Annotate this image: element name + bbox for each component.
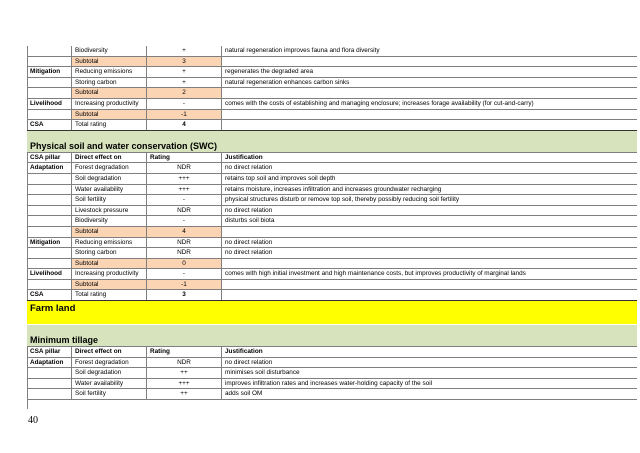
table-row [27, 389, 637, 400]
header-csa-pillar: CSA pillar [27, 153, 72, 163]
pillar-cell [27, 259, 72, 269]
rating-cell: ++ [147, 368, 222, 378]
rating-cell: +++ [147, 185, 222, 195]
table-row [27, 206, 637, 217]
rating-cell: 4 [147, 120, 222, 130]
pillar-cell [27, 389, 72, 399]
effect-cell: Subtotal [72, 259, 147, 269]
header-direct-effect: Direct effect on [72, 153, 147, 163]
effect-cell: Soil degradation [72, 368, 147, 378]
pillar-cell [27, 46, 72, 56]
rating-cell: +++ [147, 174, 222, 184]
table-row [27, 248, 637, 259]
effect-cell: Storing carbon [72, 78, 147, 88]
justification-cell [222, 110, 637, 120]
effect-cell: Subtotal [72, 110, 147, 120]
subtotal-row [27, 227, 637, 238]
justification-cell: retains top soil and improves soil depth [225, 174, 336, 182]
justification-cell: retains moisture, increases infiltration and increases groundwater recharging [225, 185, 442, 193]
justification-cell [222, 88, 637, 98]
justification-cell: natural regeneration improves fauna and flora diversity [225, 47, 380, 54]
effect-cell: Reducing emissions [72, 67, 147, 77]
table-row [27, 185, 637, 196]
section-title-swc: Physical soil and water conservation (SWC) [27, 131, 637, 153]
pillar-cell [27, 174, 72, 184]
pillar-cell: Mitigation [27, 238, 72, 248]
csa-rating-table [27, 46, 637, 400]
rating-cell: NDR [147, 163, 222, 173]
table-row [27, 358, 637, 369]
effect-cell: Subtotal [72, 280, 147, 290]
rating-cell: 4 [147, 227, 222, 237]
subtotal-row [27, 88, 637, 99]
justification-cell [222, 280, 637, 290]
effect-cell: Soil fertility [72, 195, 147, 205]
pillar-cell [27, 185, 72, 195]
justification-cell: no direct relation [225, 249, 273, 257]
page-number: 40 [28, 415, 38, 426]
effect-cell: Storing carbon [72, 248, 147, 258]
justification-cell [222, 120, 637, 130]
rating-cell: + [147, 46, 222, 56]
justification-cell: natural regeneration enhances carbon sinks [225, 78, 350, 86]
table-row [27, 78, 637, 89]
subtotal-row [27, 259, 637, 270]
section-title-farm-land: Farm land [27, 301, 637, 321]
pillar-cell: Adaptation [27, 163, 72, 173]
justification-cell: disturbs soil biota [225, 217, 275, 225]
header-justification: Justification [225, 348, 263, 356]
rating-cell: NDR [147, 248, 222, 258]
justification-cell: no direct relation [225, 206, 273, 214]
pillar-cell [27, 227, 72, 237]
rating-cell: - [147, 216, 222, 226]
justification-cell: minimises soil disturbance [225, 369, 300, 377]
table-row [27, 174, 637, 185]
effect-cell: Water availability [72, 379, 147, 389]
rating-cell: 0 [147, 259, 222, 269]
table-row [27, 368, 637, 379]
effect-cell: Total rating [72, 290, 147, 300]
pillar-cell: Mitigation [27, 67, 72, 77]
effect-cell: Subtotal [72, 227, 147, 237]
effect-cell: Biodiversity [72, 216, 147, 226]
justification-cell: no direct relation [225, 358, 273, 366]
pillar-cell [27, 368, 72, 378]
effect-cell: Reducing emissions [72, 238, 147, 248]
effect-cell: Forest degradation [72, 163, 147, 173]
table-row [27, 99, 637, 110]
effect-cell: Forest degradation [72, 358, 147, 368]
total-rating-row [27, 290, 637, 301]
effect-cell: Total rating [72, 120, 147, 130]
table-row [27, 379, 637, 390]
effect-cell: Subtotal [72, 57, 147, 67]
effect-cell: Soil fertility [72, 389, 147, 399]
header-rating: Rating [147, 153, 222, 163]
pillar-cell [27, 110, 72, 120]
pillar-cell [27, 206, 72, 216]
justification-cell [222, 259, 637, 269]
pillar-cell [27, 379, 72, 389]
justification-cell: regenerates the degraded area [225, 68, 314, 76]
pillar-cell [27, 248, 72, 258]
table-row [27, 67, 637, 78]
rating-cell: - [147, 99, 222, 109]
justification-cell: no direct relation [225, 238, 273, 246]
rating-cell: 2 [147, 88, 222, 98]
total-rating-row [27, 120, 637, 131]
rating-cell: 3 [147, 57, 222, 67]
effect-cell: Increasing productivity [72, 269, 147, 279]
table-row [27, 216, 637, 227]
section-title-minimum-tillage: Minimum tillage [27, 325, 637, 347]
header-rating: Rating [147, 347, 222, 357]
effect-cell: Increasing productivity [72, 99, 147, 109]
rating-cell: NDR [147, 238, 222, 248]
header-csa-pillar: CSA pillar [27, 347, 72, 357]
rating-cell: - [147, 195, 222, 205]
justification-cell: no direct relation [225, 164, 273, 172]
justification-cell: physical structures disturb or remove top soil, thereby possibly reducing soil fertility [225, 196, 460, 204]
rating-cell: - [147, 269, 222, 279]
justification-cell: adds soil OM [225, 390, 263, 398]
justification-cell [222, 57, 637, 67]
table-header-row [27, 153, 637, 164]
pillar-cell: Adaptation [27, 358, 72, 368]
effect-cell: Subtotal [72, 88, 147, 98]
minimum-tillage-table-body [27, 358, 637, 400]
table-row [27, 195, 637, 206]
pillar-cell: Livelihood [27, 269, 72, 279]
pillar-cell [27, 78, 72, 88]
table-header-row [27, 347, 637, 358]
pillar-cell: CSA [27, 120, 72, 130]
justification-cell [222, 227, 637, 237]
effect-cell: Livestock pressure [72, 206, 147, 216]
effect-cell: Soil degradation [72, 174, 147, 184]
rating-cell: -1 [147, 110, 222, 120]
pillar-cell: CSA [27, 290, 72, 300]
header-direct-effect: Direct effect on [72, 347, 147, 357]
header-justification: Justification [225, 153, 263, 161]
pillar-cell [27, 195, 72, 205]
table-row [27, 269, 637, 280]
rating-cell: + [147, 67, 222, 77]
justification-cell [222, 290, 637, 300]
justification-cell: comes with high initial investment and high maintenance costs, but improves productivity of marginal lands [225, 270, 526, 278]
assisted-regeneration-table-tail [27, 46, 637, 131]
rating-cell: + [147, 78, 222, 88]
table-row [27, 46, 637, 57]
pillar-cell: Livelihood [27, 99, 72, 109]
pillar-cell [27, 216, 72, 226]
subtotal-row [27, 280, 637, 291]
effect-cell: Water availability [72, 185, 147, 195]
pillar-cell [27, 57, 72, 67]
subtotal-row [27, 57, 637, 68]
swc-table-body [27, 163, 637, 301]
justification-cell: improves infiltration rates and increases water-holding capacity of the soil [225, 379, 433, 387]
rating-cell: 3 [147, 290, 222, 300]
rating-cell: NDR [147, 358, 222, 368]
rating-cell: NDR [147, 206, 222, 216]
pillar-cell [27, 88, 72, 98]
pillar-cell [27, 280, 72, 290]
rating-cell: ++ [147, 389, 222, 399]
justification-cell: comes with the costs of establishing and managing enclosure; increases forage availability (for cut-and-carry) [225, 99, 534, 107]
rating-cell: +++ [147, 379, 222, 389]
subtotal-row [27, 110, 637, 121]
table-row [27, 238, 637, 249]
table-row [27, 163, 637, 174]
rating-cell: -1 [147, 280, 222, 290]
effect-cell: Biodiversity [72, 46, 147, 56]
